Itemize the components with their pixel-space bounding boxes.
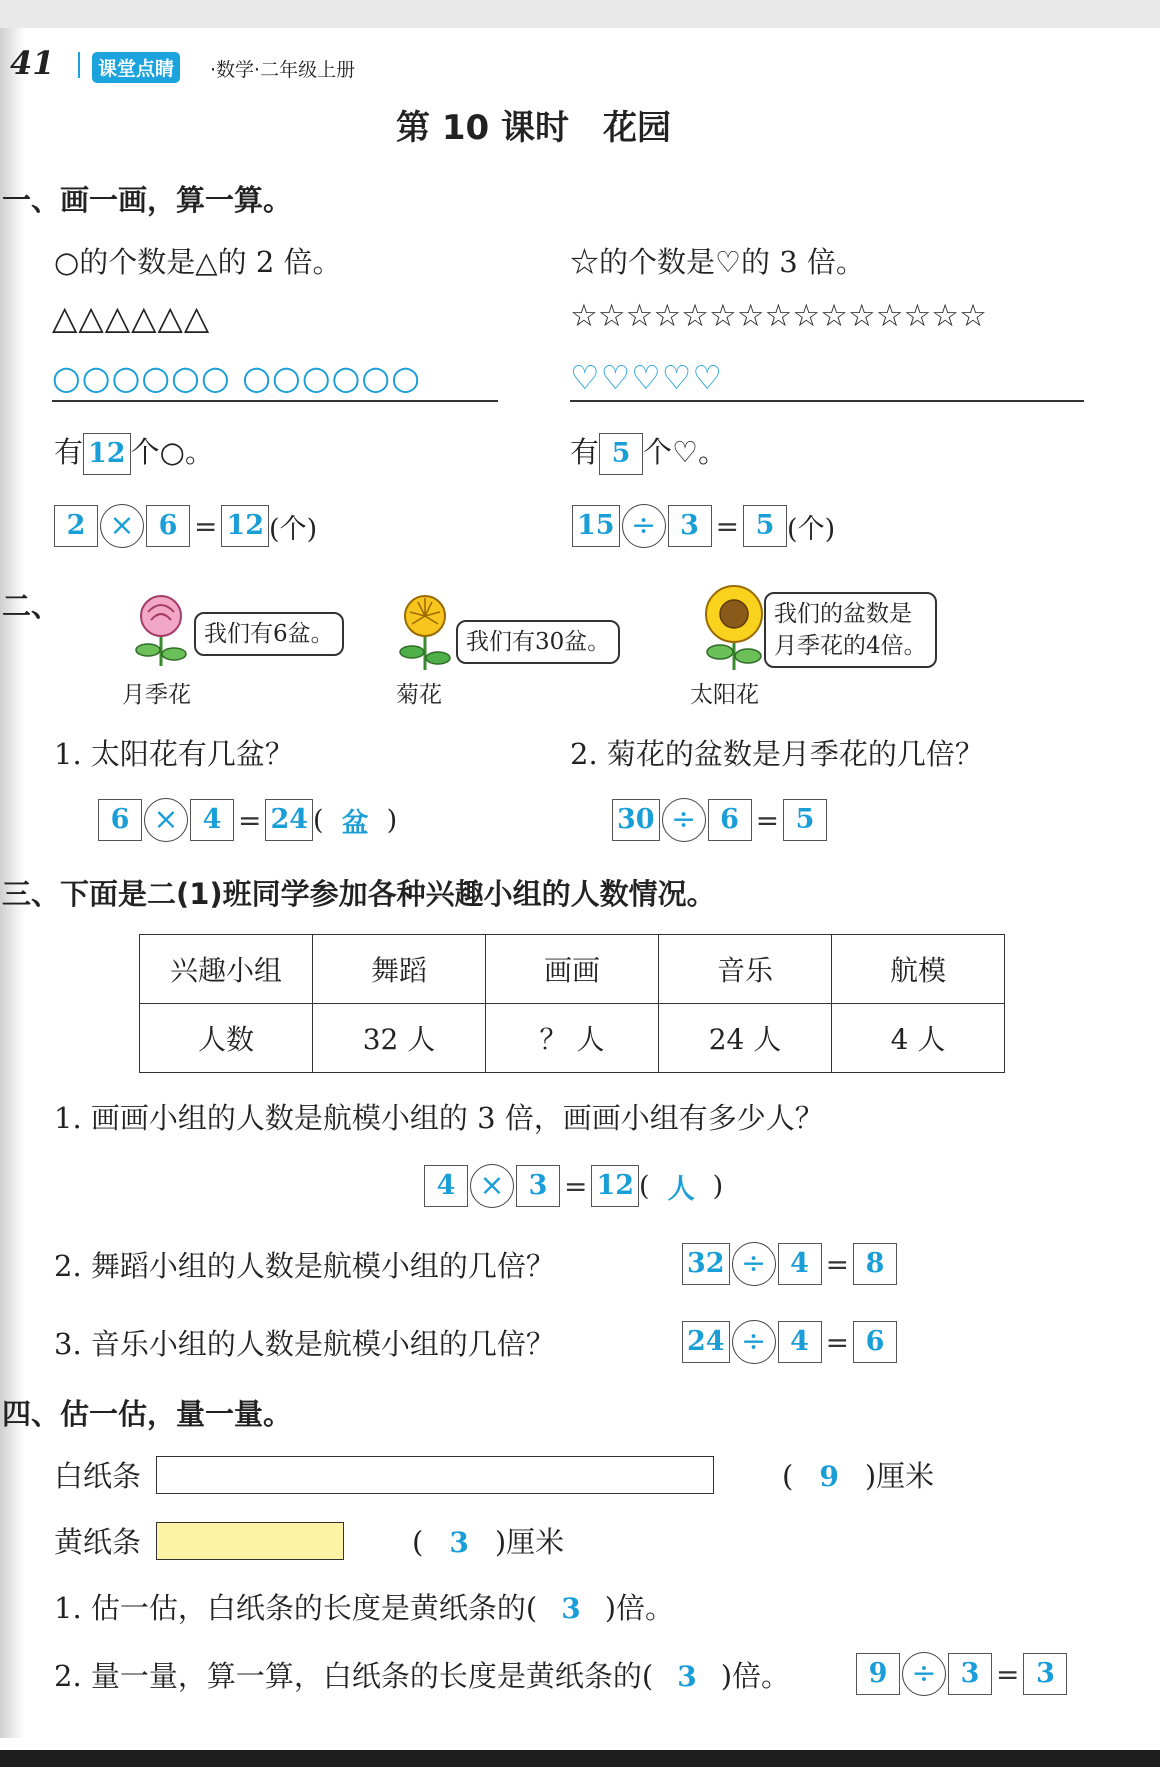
rose-illustration — [126, 588, 196, 668]
question-text: 2. 量一量，算一算，白纸条的长度是黄纸条的( — [54, 1659, 654, 1693]
s1-right-count — [570, 430, 727, 475]
section4-heading: 四、估一估，量一量。 — [2, 1397, 293, 1431]
white-length-answer[interactable]: 9 — [819, 1460, 839, 1493]
chrysanthemum-speech-bubble: 我们有30盆。 — [456, 620, 620, 664]
speech-line-2: 月季花的4倍。 — [774, 633, 927, 659]
header-subject: ·数学·二年级上册 — [210, 59, 356, 81]
operator-circle[interactable]: ÷ — [902, 1652, 946, 1696]
result-box[interactable]: 12 — [591, 1165, 639, 1207]
s1-left-triangles: △△△△△△ — [52, 298, 211, 337]
result-box[interactable]: 5 — [743, 505, 787, 547]
s3-question-2: 2. 舞蹈小组的人数是航模小组的几倍？ — [54, 1249, 555, 1283]
answer-box[interactable]: 12 — [83, 433, 131, 475]
s4-question-2 — [54, 1654, 790, 1695]
sunflower-illustration — [694, 582, 774, 672]
unit-label: (个) — [787, 513, 836, 545]
unit-label: )厘米 — [494, 1525, 565, 1559]
operand-box[interactable]: 2 — [54, 505, 98, 547]
equals-sign: = — [755, 803, 780, 837]
sunflower-label: 太阳花 — [690, 682, 759, 708]
s3-q3-equation — [682, 1320, 897, 1364]
equals-sign: = — [825, 1325, 850, 1359]
operand-box[interactable]: 30 — [612, 799, 660, 841]
header-badge: 课堂点睛 — [92, 52, 180, 83]
s3-question-1: 1. 画画小组的人数是航模小组的 3 倍，画画小组有多少人？ — [54, 1101, 824, 1135]
result-box[interactable]: 3 — [1023, 1653, 1067, 1695]
speech-line-1: 我们的盆数是 — [774, 601, 912, 627]
s4-q2-equation — [856, 1652, 1067, 1696]
chrysanthemum-label: 菊花 — [396, 682, 442, 708]
rose-label: 月季花 — [122, 682, 191, 708]
operand-box[interactable]: 4 — [424, 1165, 468, 1207]
s1-left-equation — [54, 504, 317, 548]
operator-circle[interactable]: ÷ — [732, 1242, 776, 1286]
rose-speech-bubble: 我们有6盆。 — [194, 612, 344, 656]
chrysanthemum-illustration — [390, 592, 460, 672]
operator-circle[interactable]: × — [144, 798, 188, 842]
count-prefix: 有 — [54, 435, 84, 469]
unit-label: (个) — [269, 513, 318, 545]
operand-box[interactable]: 4 — [778, 1321, 822, 1363]
estimate-answer[interactable]: 3 — [561, 1592, 581, 1625]
operand-box[interactable]: 6 — [708, 799, 752, 841]
yellow-length-answer[interactable]: 3 — [449, 1526, 469, 1559]
operand-box[interactable]: 32 — [682, 1243, 730, 1285]
operand-box[interactable]: 6 — [146, 505, 190, 547]
s1-left-underline — [52, 400, 498, 402]
table-cell: 舞蹈 — [313, 935, 486, 1004]
result-box[interactable]: 6 — [853, 1321, 897, 1363]
s1-left-circles-drawn: ○○○○○○ ○○○○○○ — [52, 358, 422, 397]
equals-sign: = — [238, 803, 262, 837]
table-row — [140, 1004, 1005, 1073]
table-cell: 24 人 — [659, 1004, 832, 1073]
result-box[interactable]: 8 — [853, 1243, 897, 1285]
unit-open: ( — [639, 1170, 650, 1202]
result-box[interactable]: 5 — [783, 799, 827, 841]
paren-open: ( — [782, 1459, 794, 1493]
s2-question-2: 2. 菊花的盆数是月季花的几倍？ — [570, 737, 984, 771]
s2-q1-equation — [98, 798, 397, 842]
white-paper-strip — [156, 1456, 714, 1494]
s4-question-1 — [54, 1586, 674, 1627]
operand-box[interactable]: 4 — [190, 799, 234, 841]
s3-q2-equation — [682, 1242, 897, 1286]
question-suffix: )倍。 — [720, 1659, 791, 1693]
white-measure — [782, 1454, 934, 1495]
s1-right-prompt: ☆的个数是♡的 3 倍。 — [570, 245, 865, 279]
equals-sign: = — [715, 509, 740, 543]
operand-box[interactable]: 3 — [948, 1653, 992, 1695]
operand-box[interactable]: 24 — [682, 1321, 730, 1363]
s1-left-prompt: ○的个数是△的 2 倍。 — [54, 245, 342, 279]
table-cell: 航模 — [832, 935, 1005, 1004]
count-prefix: 有 — [570, 435, 600, 469]
question-suffix: )倍。 — [604, 1591, 675, 1625]
s2-q2-equation — [612, 798, 827, 842]
operand-box[interactable]: 6 — [98, 799, 142, 841]
equals-sign: = — [825, 1247, 850, 1281]
operator-circle[interactable]: × — [100, 504, 144, 548]
measure-answer[interactable]: 3 — [677, 1660, 697, 1693]
operator-circle[interactable]: × — [470, 1164, 514, 1208]
bottom-margin — [0, 1750, 1160, 1767]
operator-circle[interactable]: ÷ — [662, 798, 706, 842]
table-cell: 4 人 — [832, 1004, 1005, 1073]
s1-right-underline — [570, 400, 1084, 402]
count-suffix: 个○。 — [130, 435, 214, 469]
page-title: 第 10 课时 花园 — [396, 108, 671, 148]
s1-left-count — [54, 430, 214, 475]
interest-group-table — [139, 934, 1005, 1073]
unit-label: )厘米 — [864, 1459, 935, 1493]
s1-right-stars: ☆☆☆☆☆☆☆☆☆☆☆☆☆☆☆ — [570, 298, 987, 334]
s3-question-3: 3. 音乐小组的人数是航模小组的几倍？ — [54, 1327, 555, 1361]
operand-box[interactable]: 15 — [572, 505, 620, 547]
yellow-strip-label: 黄纸条 — [54, 1525, 142, 1559]
s1-right-hearts-drawn: ♡♡♡♡♡ — [570, 358, 723, 397]
section3-heading: 三、下面是二(1)班同学参加各种兴趣小组的人数情况。 — [2, 877, 716, 911]
header-divider — [78, 52, 80, 78]
s2-question-1: 1. 太阳花有几盆？ — [54, 737, 294, 771]
table-cell: 画画 — [486, 935, 659, 1004]
top-margin — [0, 0, 1160, 28]
operator-circle[interactable]: ÷ — [732, 1320, 776, 1364]
result-box[interactable]: 12 — [221, 505, 269, 547]
count-suffix: 个♡。 — [643, 435, 728, 469]
white-strip-label: 白纸条 — [54, 1459, 142, 1493]
table-cell: 音乐 — [659, 935, 832, 1004]
operator-circle[interactable]: ÷ — [622, 504, 666, 548]
section1-heading: 一、画一画，算一算。 — [2, 183, 293, 217]
unit-open: ( — [313, 804, 324, 836]
operand-box[interactable]: 9 — [856, 1653, 900, 1695]
table-cell: 兴趣小组 — [140, 935, 313, 1004]
table-cell: 32 人 — [313, 1004, 486, 1073]
s1-right-equation — [572, 504, 835, 548]
paren-open: ( — [412, 1525, 424, 1559]
unit-close: ) — [712, 1170, 724, 1202]
section2-heading: 二、 — [2, 589, 61, 623]
equals-sign: = — [564, 1169, 588, 1203]
operand-box[interactable]: 3 — [516, 1165, 560, 1207]
operand-box[interactable]: 4 — [778, 1243, 822, 1285]
sunflower-speech-bubble — [764, 592, 937, 668]
equals-sign: = — [194, 509, 218, 543]
equals-sign: = — [996, 1657, 1020, 1691]
result-box[interactable]: 24 — [265, 799, 313, 841]
answer-box[interactable]: 5 — [599, 433, 643, 475]
question-text: 1. 估一估，白纸条的长度是黄纸条的( — [54, 1591, 538, 1625]
table-cell: ？ 人 — [486, 1004, 659, 1073]
page-number: 41 — [10, 44, 55, 82]
yellow-paper-strip — [156, 1522, 344, 1560]
unit-answer[interactable]: 人 — [667, 1173, 695, 1205]
table-header-row — [140, 935, 1005, 1004]
unit-answer[interactable]: 盆 — [341, 807, 369, 839]
unit-close: ) — [386, 804, 398, 836]
yellow-measure — [412, 1520, 564, 1561]
table-cell: 人数 — [140, 1004, 313, 1073]
operand-box[interactable]: 3 — [668, 505, 712, 547]
s3-q1-equation — [424, 1164, 723, 1208]
